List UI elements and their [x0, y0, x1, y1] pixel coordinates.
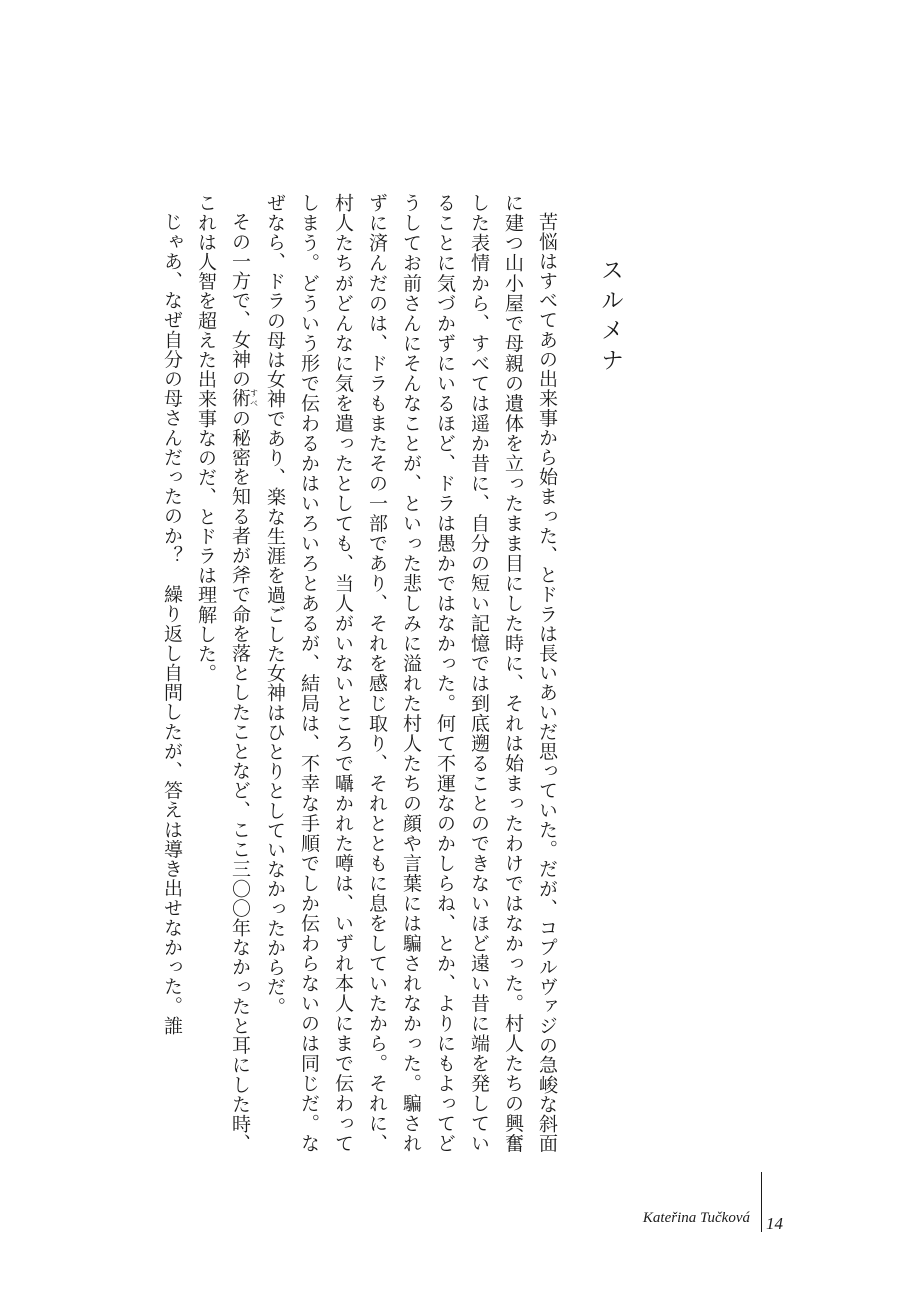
footer-author: Kateřina Tučková	[642, 1210, 750, 1226]
footer-divider	[761, 1172, 762, 1232]
paragraph-2-text-before: その一方で、女神の	[229, 212, 251, 389]
paragraph-1	[258, 193, 564, 1153]
paragraph-3-text: じゃあ、なぜ自分の母さんだったのか？ 繰り返し自問したが、答えは導き出せなかった。誰	[161, 212, 183, 1036]
paragraph-2-text-after: の秘密を知る者が斧で命を落としたことなど、ここ三〇〇年なかったと耳にした時、これは人智を超えた出来事なのだ、とドラは理解した。	[195, 193, 251, 1153]
paragraph-2	[189, 193, 258, 1153]
page-footer	[560, 1172, 800, 1232]
paragraph-3	[155, 193, 189, 1153]
furigana-ruby	[229, 388, 259, 409]
ruby-reading: すべ	[249, 388, 259, 409]
ruby-base: 術	[229, 388, 251, 409]
body-text	[124, 193, 564, 1153]
chapter-title: スルメナ	[597, 258, 623, 378]
page-number: 14	[766, 1214, 783, 1233]
paragraph-1-text: 苦悩はすべてあの出来事から始まった、とドラは長いあいだ思っていた。だが、コプルヴァジの急峻な斜面に建つ山小屋で母親の遺体を立ったまま目にした時に、それは始まったわけではなかった。村人たちの興奮した表情から、すべては遥か昔に、自分の短い記憶では到底遡ることのできないほど遠い昔に端を発していることに気づかずにいるほど、ドラは愚かではなかった。何て不運なのかしらね、とか、よりにもよってどうしてお前さんにそんなことが、といった悲しみに溢れた村人たちの顔や言葉には騙されなかった。騙されずに済んだのは、ドラもまたその一部であり、それを感じ取り、それとともに息をしていたから。それに、村人たちがどんなに気を遣ったとしても、当人がいないところで囁かれた噂は、いずれ本人にまで伝わってしまう。どういう形で伝わるかはいろいろとあるが、結局は、不幸な手順でしか伝わらないのは同じだ。なぜなら、ドラの母は女神であり、楽な生涯を過ごした女神はひとりとしていなかったからだ。	[264, 193, 558, 1153]
